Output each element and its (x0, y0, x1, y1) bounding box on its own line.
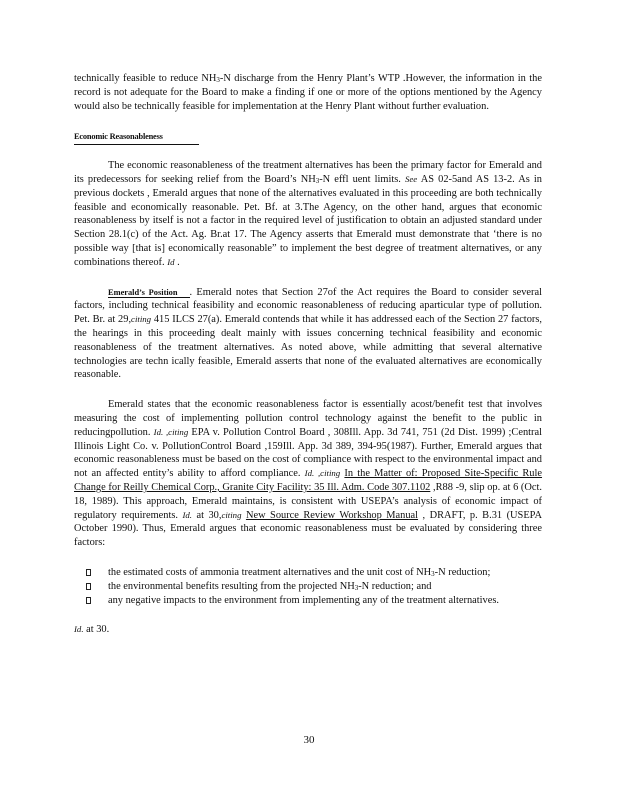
bullet-box-icon (86, 569, 91, 576)
section-heading-economic-reasonableness: Economic Reasonableness (74, 130, 199, 145)
page-number: 30 (303, 734, 315, 746)
bullet-box-icon (86, 583, 91, 590)
factors-list (74, 566, 542, 607)
citation-reilly-chemical: In the Matter of: Proposed Site-Specific Rule Change for Reilly Chemical Corp., Granite City Facility: 35 Ill. Adm. Code 307.1102 (74, 468, 543, 493)
paragraph-economic-reasonableness: The economic reasonableness of the treatment alternatives has been the primary factor for Emerald and its predecessors for seeking relief from the Board’s $NH_3-N$ effl uent limits. See AS 02-5and AS 13-2. As in previous dockets , Emerald argues that none of the alternatives evaluated in this proceeding are both technically feasible and economically reasonable. Pet. Bf. at 3.The Agency, on the other hand, argues that economic reasonableness by itself is not a factor in the required level of justification to obtain an adjusted standard under Section 28.1(c) of the Act. Ag. Br.at 17. The Agency asserts that Emerald must demonstrate that ‘there is no possible way [that is] economically reasonable” to implement the best degree of treatment alternatives, or any combinations thereof. Id . (74, 160, 542, 268)
closing-citation: Id. at 30. (74, 624, 110, 636)
paragraph-emeralds-position: Emerald’s Position . Emerald notes that Section 27of the Act requires the Board to consider several factors, including technical feasibility and economic reasonableness of reducing aparticular type of pollution. Pet. Br. at 29,citing 415 ILCS 27(a). Emerald contends that while it has addressed each of the Section 27 factors, the hearings in this proceeding dealt mainly with issues concerning technical feasibility and economic reasonableness of the treatment alternatives. As noted above, while admitting that several alternative technologies are techn ically feasible, Emerald asserts that none of the evaluated alternatives are economically reasonable. (74, 286, 542, 381)
paragraph-cost-benefit: Emerald states that the economic reasonableness factor is essentially acost/benefit test that involves measuring the cost of implementing pollution control technology against the benefit to the public in reducingpollution. Id. ,citing EPA v. Pollution Control Board , 308Ill. App. 3d 741, 751 (2d Dist. 1999) ;Central Illinois Light Co. v. PollutionControl Board ,159Ill. App. 3d 389, 394-95(1987). Further, Emerald argues that economic reasonableness must be based on the cost of compliance with respect to the environmental impact and not an affected entity’s ability to afford compliance. Id. ,citing In the Matter of: Proposed Site-Specific Rule Change for Reilly Chemical Corp., Granite City Facility: 35 Ill. Adm. Code 307.1102 ,R88 -9, slip op. at 6 (Oct. 18, 1989). This approach, Emerald maintains, is consistent with USEPA’s analysis of economic impact of regulatory requirements. Id. at 30,citing New Source Review Workshop Manual , DRAFT, p. B.31 (USEPA October 1990). Thus, Emerald argues that economic reasonableness must be evaluated by considering three factors: (74, 399, 543, 549)
subheading-emeralds-position: Emerald’s Position (108, 288, 190, 298)
bullet-box-icon (86, 597, 91, 604)
list-item: the environmental benefits resulting from the projected $NH_3-N$ reduction; and (74, 580, 542, 594)
citation-nsr-workshop-manual: New Source Review Workshop Manual (245, 509, 419, 521)
body-text (74, 72, 542, 637)
list-item: any negative impacts to the environment from implementing any of the treatment alternatives. (74, 594, 542, 608)
paragraph-technical-feasibility: technically feasible to reduce $NH_3-N$ discharge from the Henry Plant’s WTP .However, the information in the record is not adequate for the Board to make a finding if one or more of the options mentioned by the Agency would also be technically feasible for implementation at the Henry Plant without further evaluation. (74, 73, 542, 112)
list-item: the estimated costs of ammonia treatment alternatives and the unit cost of $NH_3-N$ reduction; (74, 566, 542, 580)
